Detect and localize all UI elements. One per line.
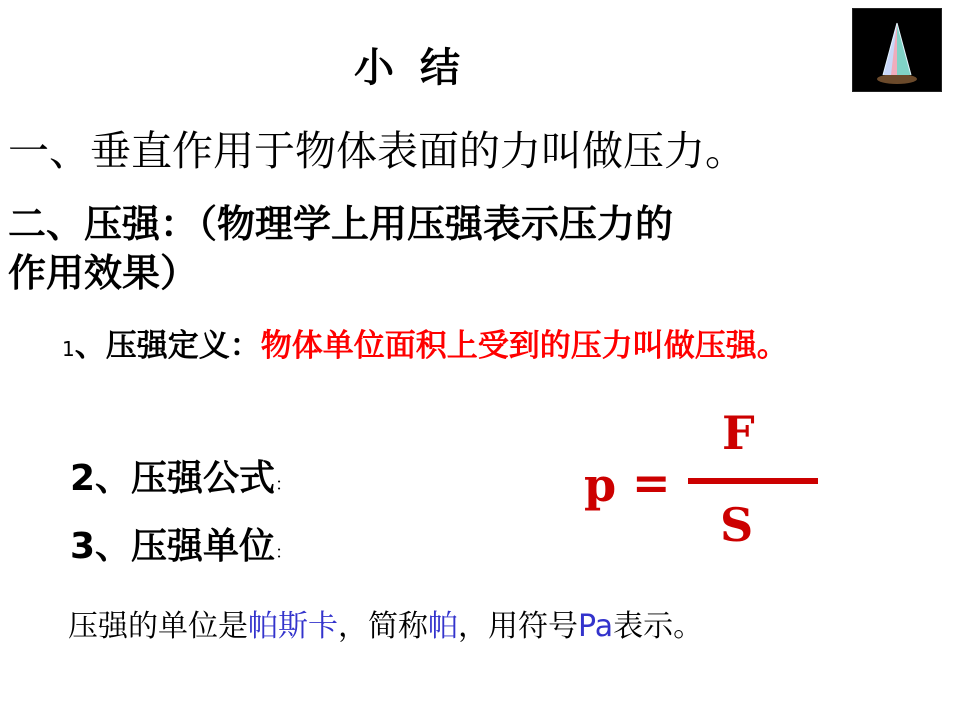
unit-desc-part2: ，简称: [338, 609, 428, 644]
definition-item: [62, 326, 942, 366]
unit-desc-pa-short: 帕: [428, 609, 458, 644]
unit-desc-symbol: Pa: [578, 609, 614, 644]
pyramid-prism-graphic: [853, 9, 941, 91]
formula-fraction-bar: [688, 478, 818, 484]
definition-red-text: 物体单位面积上受到的压力叫做压强。: [260, 328, 788, 364]
definition-label: 、压强定义：: [74, 328, 261, 364]
point-two-heading: 二、压强：（物理学上用压强表示压力的作用效果）: [8, 202, 674, 295]
pressure-formula: [580, 406, 840, 566]
page-title: 小 结: [354, 44, 466, 91]
formula-numerator: F: [722, 406, 755, 460]
unit-item-label: 3、压强单位: [70, 526, 276, 567]
formula-item: [70, 450, 292, 501]
formula-item-colon: ：: [275, 475, 293, 495]
unit-item: [70, 518, 292, 569]
unit-desc-pascal: 帕斯卡: [248, 609, 338, 644]
unit-desc-part3: ，用符号: [458, 609, 578, 644]
pyramid-prism-image[interactable]: [852, 8, 942, 92]
unit-item-colon: ：: [275, 543, 293, 563]
definition-number: 1: [62, 337, 75, 361]
formula-denominator: S: [720, 498, 754, 552]
unit-desc-part1: 压强的单位是: [68, 609, 248, 644]
formula-equals: =: [632, 456, 671, 510]
unit-description: [68, 606, 928, 647]
formula-item-label: 2、压强公式: [70, 458, 276, 499]
unit-desc-part4: 表示。: [613, 609, 704, 644]
point-one-text: 一、垂直作用于物体表面的力叫做压力。: [8, 127, 746, 175]
formula-p: p: [584, 458, 617, 512]
